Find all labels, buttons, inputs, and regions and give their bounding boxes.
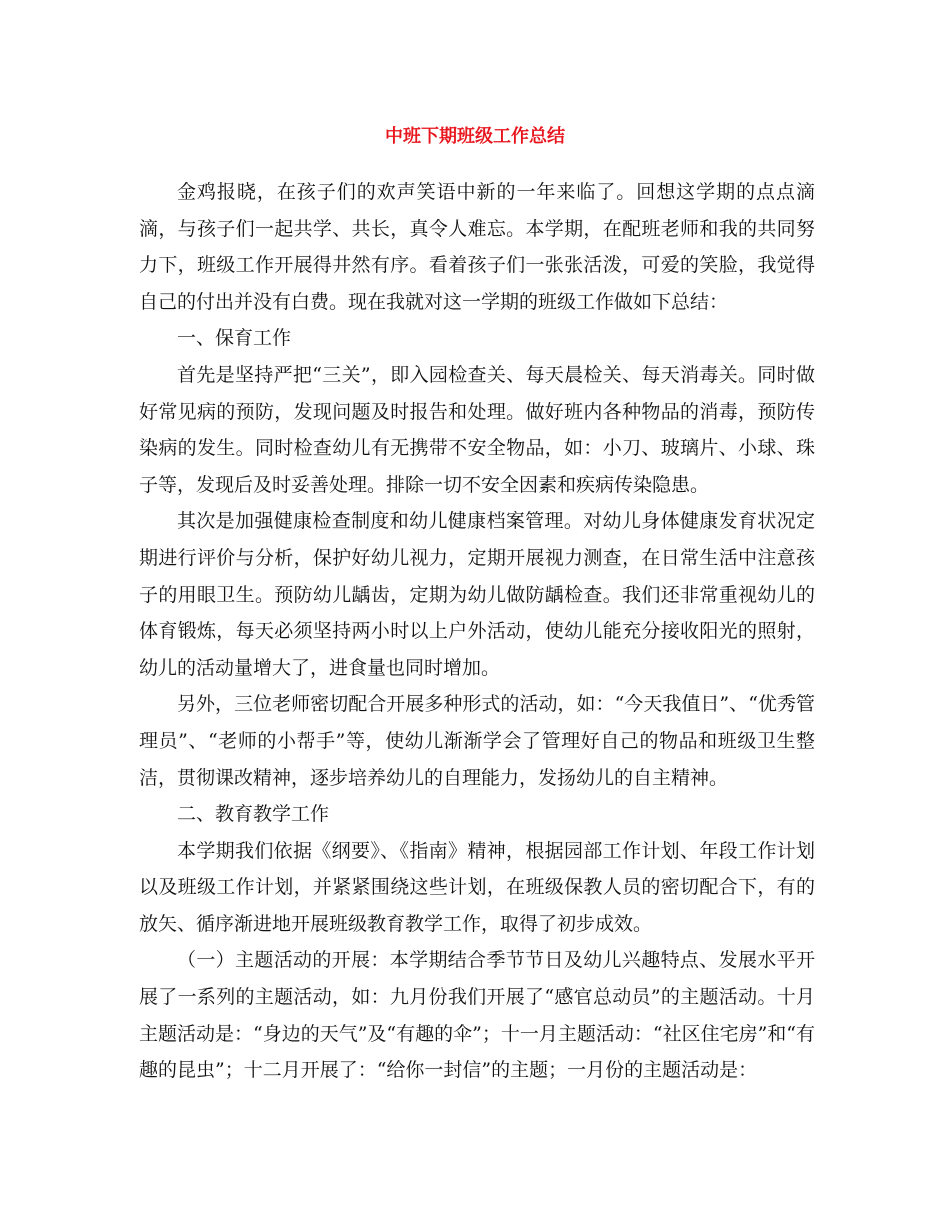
paragraph-intro: 金鸡报晓，在孩子们的欢声笑语中新的一年来临了。回想这学期的点点滴滴，与孩子们一起共学、共长，真令人难忘。本学期，在配班老师和我的共同努力下，班级工作开展得井然有序。看着孩子们一张张活泼，可爱的笑脸，我觉得自己的付出并没有白费。现在我就对这一学期的班级工作做如下总结： bbox=[139, 181, 815, 313]
paragraph-health-checks: 其次是加强健康检查制度和幼儿健康档案管理。对幼儿身体健康发育状况定期进行评价与分析，保护好幼儿视力，定期开展视力测查，在日常生活中注意孩子的用眼卫生。预防幼儿龋齿，定期为幼儿做防龋检查。我们还非常重视幼儿的体育锻炼，每天必须坚持两小时以上户外活动，使幼儿能充分接收阳光的照射，幼儿的活动量增大了，进食量也同时增加。 bbox=[139, 510, 815, 679]
paragraph-activities: 另外，三位老师密切配合开展多种形式的活动，如：“今天我值日”、“优秀管理员”、“老师的小帮手”等，使幼儿渐渐学会了管理好自己的物品和班级卫生整洁，贯彻课改精神，逐步培养幼儿的自理能力，发扬幼儿的自主精神。 bbox=[139, 693, 815, 789]
section-heading-care: 一、保育工作 bbox=[177, 327, 292, 350]
document-body bbox=[139, 174, 815, 1089]
document-title: 中班下期班级工作总结 bbox=[385, 126, 565, 147]
paragraph-education: 本学期我们依据《纲要》、《指南》精神，根据园部工作计划、年段工作计划以及班级工作计划，并紧紧围绕这些计划，在班级保教人员的密切配合下，有的放矢、循序渐进地开展班级教育教学工作，取得了初步成效。 bbox=[139, 839, 815, 935]
section-heading-education: 二、教育教学工作 bbox=[177, 803, 330, 826]
paragraph-themes: （一）主题活动的开展：本学期结合季节节日及幼儿兴趣特点、发展水平开展了一系列的主题活动，如：九月份我们开展了“感官总动员”的主题活动。十月主题活动是：“身边的天气”及“有趣的伞”；十一月主题活动：“社区住宅房”和“有趣的昆虫”；十二月开展了：“给你一封信”的主题；一月份的主题活动是： bbox=[139, 949, 815, 1082]
paragraph-three-checks: 首先是坚持严把“三关”，即入园检查关、每天晨检关、每天消毒关。同时做好常见病的预防，发现问题及时报告和处理。做好班内各种物品的消毒，预防传染病的发生。同时检查幼儿有无携带不安全物品，如：小刀、玻璃片、小球、珠子等，发现后及时妥善处理。排除一切不安全因素和疾病传染隐患。 bbox=[139, 363, 815, 496]
